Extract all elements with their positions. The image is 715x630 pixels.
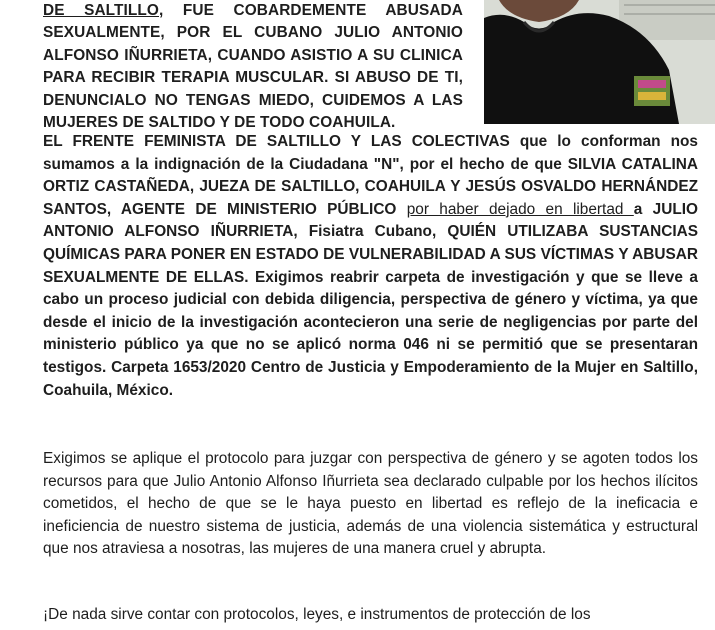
header-text bbox=[43, 0, 463, 134]
paragraph-3: ¡De nada sirve contar con protocolos, leyes, e instrumentos de protección de los bbox=[43, 606, 591, 623]
paragraph-1 bbox=[43, 131, 698, 402]
portrait-photo bbox=[484, 0, 715, 124]
shirt-patch-stripe bbox=[638, 92, 666, 100]
header-underlined-text: DE SALTILLO bbox=[43, 2, 159, 19]
header-rest-text: , FUE COBARDEMENTE ABUSADA SEXUALMENTE, POR EL CUBANO JULIO ANTONIO ALFONSO IÑURRIETA, CUANDO ASISTIO A SU CLINICA PARA RECIBIR TERAPIA MUSCULAR. SI ABUSO DE TI, DENUNCIALO NO TENGAS MIEDO, CUIDEMOS A LAS MUJERES DE SALTIDO Y DE TODO COAHUILA. bbox=[43, 2, 463, 132]
paragraph-1-segment-2: que lo conforman nos sumamos a la indignación de la Ciudadana "N", por el hecho de que SILVIA CATALINA ORTIZ CASTAÑEDA, JUEZA DE SALTILLO, COAHUILA Y JESÚS OSVALDO HERNÁNDEZ SANTOS, AGENTE DE MINISTERIO PÚBLICO bbox=[43, 133, 698, 218]
shirt-patch-stripe bbox=[638, 80, 666, 88]
paragraph-1-underlined-segment: por haber dejado en libertad bbox=[406, 200, 634, 218]
header-block bbox=[43, 0, 463, 134]
portrait-image bbox=[484, 0, 715, 124]
paragraph-1-segment-1: EL FRENTE FEMINISTA DE SALTILLO Y LAS COLECTIVAS bbox=[43, 133, 510, 150]
paragraph-2: Exigimos se aplique el protocolo para juzgar con perspectiva de género y se agoten todos los recursos para que Julio Antonio Alfonso Iñurrieta sea declarado culpable por los hechos ilícitos cometidos, el hecho de que se le haya puesto en libertad es reflejo de la ineficacia e ineficiencia de nuestro sistema de justicia, además de una violencia sistemática y estructural que nos atraviesa a nosotras, las mujeres de una manera cruel y abrupta. bbox=[43, 450, 698, 558]
paragraph-1-segment-4: a JULIO ANTONIO ALFONSO IÑURRIETA, Fisiatra Cubano, QUIÉN UTILIZABA SUSTANCIAS QUÍMICAS PARA PONER EN ESTADO DE VULNERABILIDAD A SUS VÍCTIMAS Y ABUSAR SEXUALMENTE DE ELLAS. Exigimos reabrir carpeta de investigación y que se lleve a cabo un proceso judicial con debida diligencia, perspectiva de género y víctima, ya que desde el inicio de la investigación acontecieron una serie de negligencias por parte del ministerio público ya que no se aplicó norma 046 ni se permitió que se presentaran testigos. Carpeta 1653/2020 Centro de Justicia y Empoderamiento de la Mujer en Saltillo, Coahuila, México. bbox=[43, 200, 698, 399]
